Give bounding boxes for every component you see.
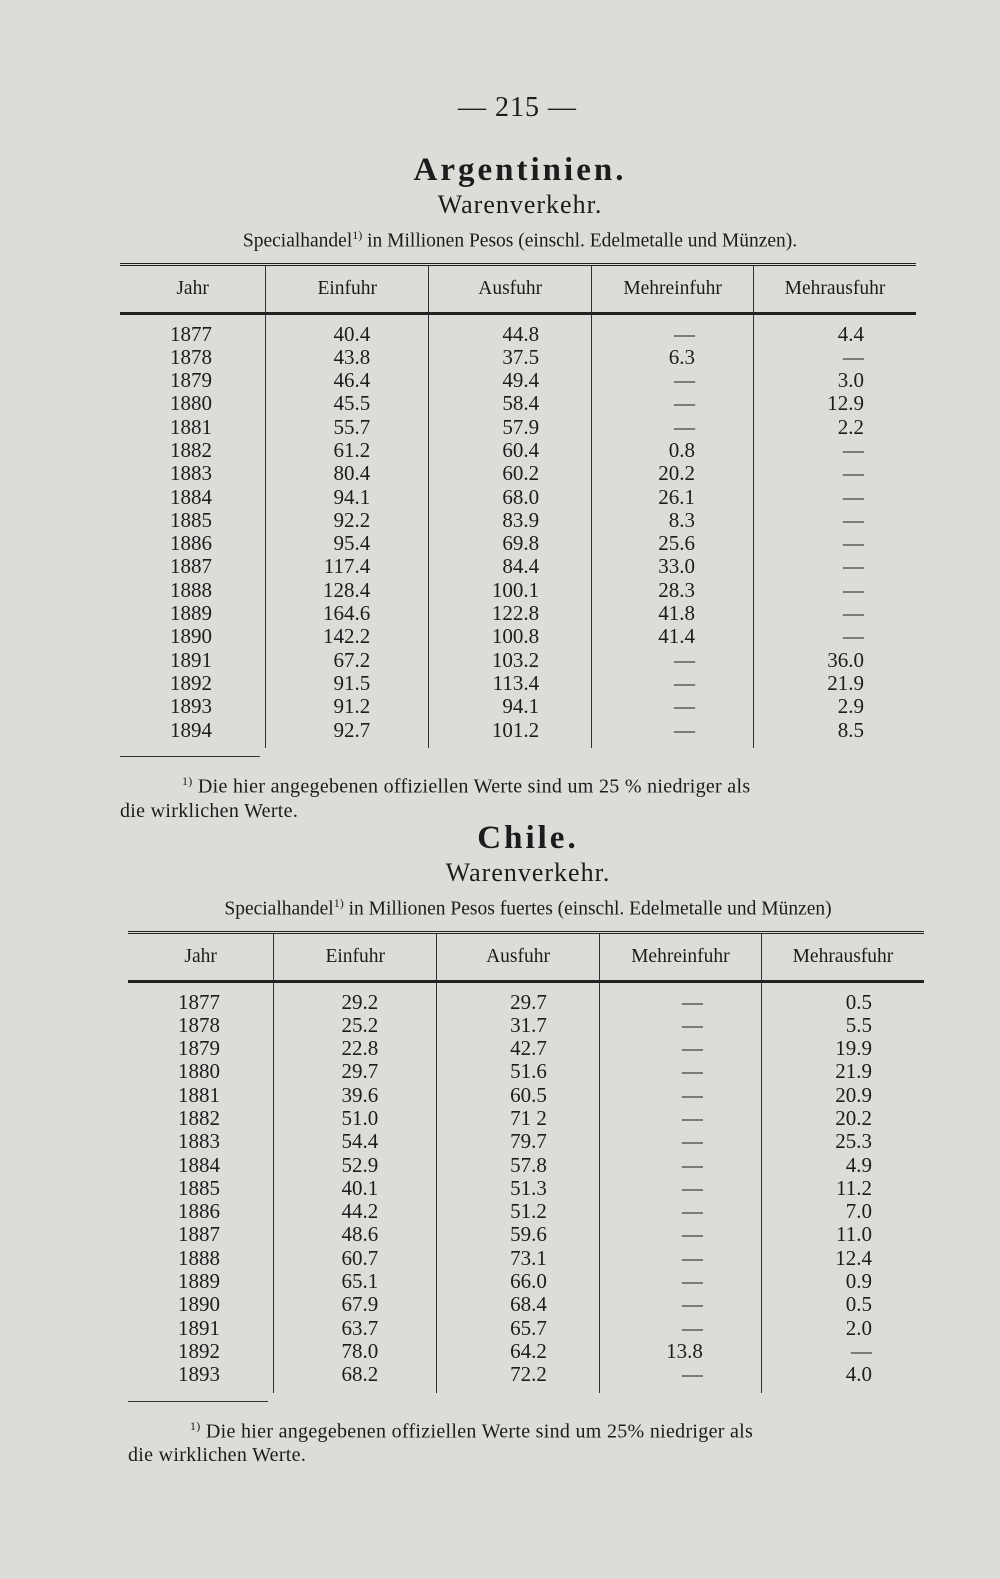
footnote: $^{1)}$ Die hier angegebenen offiziellen Werte sind um 25 % niedriger als die wirklichen Werte. [120, 773, 751, 822]
cell-mehreinfuhr: 26.1 [592, 486, 754, 509]
cell-mehrausfuhr: 36.0 [754, 649, 916, 672]
cell-mehrausfuhr: 12.9 [754, 392, 916, 415]
cell-ausfuhr: 84.4 [429, 555, 592, 578]
table-header-row [120, 264, 916, 313]
cell-mehrausfuhr: 4.0 [761, 1363, 924, 1392]
cell-mehreinfuhr: — [599, 1130, 761, 1153]
table-row [120, 346, 916, 369]
cell-mehrausfuhr: — [754, 486, 916, 509]
cell-mehreinfuhr: — [592, 719, 754, 748]
cell-mehrausfuhr: 7.0 [761, 1200, 924, 1223]
cell-jahr: 1877 [170, 321, 212, 346]
cell-mehrausfuhr: 20.2 [761, 1107, 924, 1130]
cell-einfuhr: 60.7 [274, 1247, 437, 1270]
cell-jahr: 1877 [178, 989, 220, 1014]
cell-mehrausfuhr: — [754, 462, 916, 485]
table-row [128, 1037, 924, 1060]
footnote-marker: 1) [352, 228, 363, 242]
cell-mehrausfuhr: 5.5 [761, 1014, 924, 1037]
cell-mehrausfuhr: 4.9 [761, 1154, 924, 1177]
table-row [128, 1223, 924, 1246]
cell-ausfuhr: 73.1 [437, 1247, 600, 1270]
cell-einfuhr: 142.2 [266, 625, 429, 648]
table-row [128, 1107, 924, 1130]
cell-mehreinfuhr: 28.3 [592, 579, 754, 602]
table-row [128, 1270, 924, 1293]
cell-mehrausfuhr: 20.9 [761, 1084, 924, 1107]
cell-jahr: 1894 [170, 717, 212, 742]
cell-einfuhr: 91.5 [266, 672, 429, 695]
cell-mehrausfuhr: 21.9 [754, 672, 916, 695]
cell-einfuhr: 40.4 [266, 313, 429, 346]
cell-mehreinfuhr: 6.3 [592, 346, 754, 369]
table-row [120, 555, 916, 578]
cell-mehrausfuhr: 3.0 [754, 369, 916, 392]
cell-mehreinfuhr: — [599, 1363, 761, 1392]
cell-jahr: 1879 [170, 368, 212, 393]
cell-mehreinfuhr: — [599, 1223, 761, 1246]
cell-einfuhr: 22.8 [274, 1037, 437, 1060]
cell-einfuhr: 164.6 [266, 602, 429, 625]
table-body [128, 981, 924, 1393]
table-caption: Specialhandel$^{1)}$ in Millionen Pesos fuertes (einschl. Edelmetalle und Münzen) [224, 896, 832, 920]
cell-mehreinfuhr: — [592, 369, 754, 392]
cell-jahr: 1893 [178, 1362, 220, 1387]
cell-einfuhr: 45.5 [266, 392, 429, 415]
cell-ausfuhr: 68.4 [437, 1293, 600, 1316]
cell-mehreinfuhr: — [599, 1014, 761, 1037]
cell-jahr: 1891 [178, 1315, 220, 1340]
cell-einfuhr: 25.2 [274, 1014, 437, 1037]
cell-einfuhr: 78.0 [274, 1340, 437, 1363]
cell-jahr: 1883 [170, 461, 212, 486]
cell-ausfuhr: 42.7 [437, 1037, 600, 1060]
table-header-row [128, 932, 924, 981]
col-header-jahr: Jahr [128, 932, 274, 981]
cell-einfuhr: 92.7 [266, 719, 429, 748]
cell-ausfuhr: 83.9 [429, 509, 592, 532]
cell-einfuhr: 94.1 [266, 486, 429, 509]
cell-mehreinfuhr: 33.0 [592, 555, 754, 578]
table-row [120, 719, 916, 748]
cell-ausfuhr: 68.0 [429, 486, 592, 509]
table-row [128, 1340, 924, 1363]
cell-mehrausfuhr: — [754, 625, 916, 648]
cell-mehrausfuhr: 19.9 [761, 1037, 924, 1060]
cell-ausfuhr: 79.7 [437, 1130, 600, 1153]
table-row [128, 1317, 924, 1340]
cell-einfuhr: 40.1 [274, 1177, 437, 1200]
cell-jahr: 1886 [178, 1199, 220, 1224]
cell-mehrausfuhr: — [754, 509, 916, 532]
table-row [120, 649, 916, 672]
cell-einfuhr: 52.9 [274, 1154, 437, 1177]
table-row [128, 1084, 924, 1107]
cell-mehrausfuhr: 8.5 [754, 719, 916, 748]
cell-jahr: 1893 [170, 694, 212, 719]
cell-jahr: 1878 [178, 1012, 220, 1037]
cell-ausfuhr: 71 2 [437, 1107, 600, 1130]
col-header-einfuhr: Einfuhr [274, 932, 437, 981]
cell-ausfuhr: 51.3 [437, 1177, 600, 1200]
footnote-marker: 1) [182, 773, 193, 788]
trade-table-argentinien [120, 263, 916, 748]
col-header-ausfuhr: Ausfuhr [429, 264, 592, 313]
table-row [120, 486, 916, 509]
section-subtitle: Warenverkehr. [445, 858, 611, 887]
cell-ausfuhr: 65.7 [437, 1317, 600, 1340]
cell-jahr: 1883 [178, 1129, 220, 1154]
col-header-mehrausfuhr: Mehrausfuhr [761, 932, 924, 981]
cell-ausfuhr: 100.8 [429, 625, 592, 648]
cell-mehreinfuhr: — [599, 1084, 761, 1107]
cell-mehrausfuhr: — [754, 439, 916, 462]
cell-ausfuhr: 64.2 [437, 1340, 600, 1363]
cell-einfuhr: 54.4 [274, 1130, 437, 1153]
cell-mehrausfuhr: 11.0 [761, 1223, 924, 1246]
cell-mehreinfuhr: 8.3 [592, 509, 754, 532]
cell-jahr: 1886 [170, 531, 212, 556]
cell-jahr: 1881 [178, 1082, 220, 1107]
cell-jahr: 1888 [170, 577, 212, 602]
cell-mehreinfuhr: — [599, 1293, 761, 1316]
cell-einfuhr: 55.7 [266, 416, 429, 439]
cell-mehrausfuhr: — [754, 532, 916, 555]
cell-ausfuhr: 94.1 [429, 695, 592, 718]
cell-einfuhr: 51.0 [274, 1107, 437, 1130]
cell-mehrausfuhr: — [754, 555, 916, 578]
cell-mehrausfuhr: 0.5 [761, 1293, 924, 1316]
cell-mehrausfuhr: — [754, 602, 916, 625]
cell-jahr: 1891 [170, 647, 212, 672]
cell-mehreinfuhr: — [599, 1317, 761, 1340]
cell-ausfuhr: 122.8 [429, 602, 592, 625]
section-subtitle: Warenverkehr. [437, 190, 603, 219]
cell-mehreinfuhr: — [592, 392, 754, 415]
table-row [128, 1200, 924, 1223]
table-row [128, 1130, 924, 1153]
cell-einfuhr: 29.2 [274, 981, 437, 1014]
cell-jahr: 1887 [170, 554, 212, 579]
cell-ausfuhr: 60.5 [437, 1084, 600, 1107]
cell-mehreinfuhr: — [592, 416, 754, 439]
footnote-marker: 1) [190, 1418, 201, 1433]
col-header-mehreinfuhr: Mehreinfuhr [599, 932, 761, 981]
table-row [120, 672, 916, 695]
section-chile [128, 818, 928, 1467]
cell-ausfuhr: 100.1 [429, 579, 592, 602]
table-row [120, 509, 916, 532]
cell-jahr: 1880 [178, 1059, 220, 1084]
cell-jahr: 1887 [178, 1222, 220, 1247]
cell-mehreinfuhr: — [599, 1270, 761, 1293]
cell-einfuhr: 68.2 [274, 1363, 437, 1392]
cell-ausfuhr: 51.2 [437, 1200, 600, 1223]
cell-mehreinfuhr: 13.8 [599, 1340, 761, 1363]
cell-jahr: 1882 [178, 1105, 220, 1130]
table-body [120, 313, 916, 748]
cell-jahr: 1890 [178, 1292, 220, 1317]
cell-jahr: 1881 [170, 414, 212, 439]
cell-ausfuhr: 60.4 [429, 439, 592, 462]
cell-mehreinfuhr: — [599, 1247, 761, 1270]
cell-einfuhr: 117.4 [266, 555, 429, 578]
cell-einfuhr: 67.2 [266, 649, 429, 672]
cell-einfuhr: 46.4 [266, 369, 429, 392]
cell-mehrausfuhr: 21.9 [761, 1060, 924, 1083]
cell-jahr: 1878 [170, 344, 212, 369]
cell-mehreinfuhr: — [599, 1200, 761, 1223]
cell-mehreinfuhr: — [592, 313, 754, 346]
cell-einfuhr: 67.9 [274, 1293, 437, 1316]
table-row [120, 579, 916, 602]
cell-einfuhr: 91.2 [266, 695, 429, 718]
cell-jahr: 1890 [170, 624, 212, 649]
cell-jahr: 1880 [170, 391, 212, 416]
cell-mehrausfuhr: 0.9 [761, 1270, 924, 1293]
cell-einfuhr: 29.7 [274, 1060, 437, 1083]
cell-mehreinfuhr: — [599, 1107, 761, 1130]
cell-mehreinfuhr: 20.2 [592, 462, 754, 485]
footnote: $^{1)}$ Die hier angegebenen offiziellen Werte sind um 25% niedriger als die wirklichen Werte. [128, 1418, 754, 1467]
cell-mehreinfuhr: 25.6 [592, 532, 754, 555]
table-row [120, 369, 916, 392]
cell-einfuhr: 48.6 [274, 1223, 437, 1246]
cell-mehrausfuhr: 11.2 [761, 1177, 924, 1200]
table-row [120, 439, 916, 462]
cell-einfuhr: 95.4 [266, 532, 429, 555]
cell-mehreinfuhr: — [599, 981, 761, 1014]
cell-ausfuhr: 37.5 [429, 346, 592, 369]
cell-einfuhr: 80.4 [266, 462, 429, 485]
cell-mehrausfuhr: — [761, 1340, 924, 1363]
col-header-mehrausfuhr: Mehrausfuhr [754, 264, 916, 313]
table-row [120, 602, 916, 625]
cell-ausfuhr: 69.8 [429, 532, 592, 555]
table-row [128, 1293, 924, 1316]
cell-mehrausfuhr: — [754, 579, 916, 602]
cell-jahr: 1885 [170, 507, 212, 532]
cell-mehreinfuhr: — [592, 672, 754, 695]
cell-ausfuhr: 57.9 [429, 416, 592, 439]
table-caption: Specialhandel$^{1)}$ in Millionen Pesos (einschl. Edelmetalle und Münzen). [242, 228, 798, 252]
table-row [128, 1014, 924, 1037]
table-row [128, 981, 924, 1014]
cell-ausfuhr: 29.7 [437, 981, 600, 1014]
cell-mehrausfuhr: 2.9 [754, 695, 916, 718]
cell-mehreinfuhr: 0.8 [592, 439, 754, 462]
cell-jahr: 1879 [178, 1036, 220, 1061]
cell-einfuhr: 128.4 [266, 579, 429, 602]
cell-ausfuhr: 113.4 [429, 672, 592, 695]
cell-einfuhr: 61.2 [266, 439, 429, 462]
footnote-rule [120, 756, 260, 757]
footnote-rule [128, 1401, 268, 1402]
cell-ausfuhr: 51.6 [437, 1060, 600, 1083]
table-row [128, 1060, 924, 1083]
cell-ausfuhr: 49.4 [429, 369, 592, 392]
cell-ausfuhr: 57.8 [437, 1154, 600, 1177]
cell-mehreinfuhr: — [599, 1037, 761, 1060]
cell-einfuhr: 92.2 [266, 509, 429, 532]
footnote-marker: 1) [333, 896, 344, 910]
cell-mehrausfuhr: 2.0 [761, 1317, 924, 1340]
cell-ausfuhr: 72.2 [437, 1363, 600, 1392]
table-row [120, 695, 916, 718]
cell-mehreinfuhr: — [599, 1177, 761, 1200]
cell-einfuhr: 44.2 [274, 1200, 437, 1223]
table-row [128, 1363, 924, 1392]
cell-mehrausfuhr: 0.5 [761, 981, 924, 1014]
cell-ausfuhr: 31.7 [437, 1014, 600, 1037]
cell-mehrausfuhr: — [754, 346, 916, 369]
col-header-ausfuhr: Ausfuhr [437, 932, 600, 981]
table-row [120, 313, 916, 346]
table-row [128, 1247, 924, 1270]
table-row [120, 392, 916, 415]
cell-einfuhr: 43.8 [266, 346, 429, 369]
cell-mehrausfuhr: 4.4 [754, 313, 916, 346]
page-number: — 215 — [458, 92, 577, 123]
cell-ausfuhr: 60.2 [429, 462, 592, 485]
cell-ausfuhr: 58.4 [429, 392, 592, 415]
cell-einfuhr: 65.1 [274, 1270, 437, 1293]
col-header-mehreinfuhr: Mehreinfuhr [592, 264, 754, 313]
cell-mehreinfuhr: — [599, 1154, 761, 1177]
cell-ausfuhr: 101.2 [429, 719, 592, 748]
section-title: Argentinien. [413, 152, 627, 188]
cell-jahr: 1889 [178, 1269, 220, 1294]
cell-mehreinfuhr: 41.8 [592, 602, 754, 625]
cell-ausfuhr: 103.2 [429, 649, 592, 672]
cell-mehreinfuhr: 41.4 [592, 625, 754, 648]
cell-einfuhr: 63.7 [274, 1317, 437, 1340]
section-title: Chile. [477, 820, 579, 856]
cell-jahr: 1884 [170, 484, 212, 509]
cell-ausfuhr: 59.6 [437, 1223, 600, 1246]
col-header-jahr: Jahr [120, 264, 266, 313]
cell-jahr: 1892 [170, 670, 212, 695]
cell-mehrausfuhr: 2.2 [754, 416, 916, 439]
cell-mehrausfuhr: 12.4 [761, 1247, 924, 1270]
table-row [128, 1154, 924, 1177]
cell-jahr: 1888 [178, 1245, 220, 1270]
table-row [120, 532, 916, 555]
cell-jahr: 1889 [170, 601, 212, 626]
cell-mehrausfuhr: 25.3 [761, 1130, 924, 1153]
table-row [128, 1177, 924, 1200]
section-argentinien [120, 150, 920, 823]
cell-mehreinfuhr: — [599, 1060, 761, 1083]
cell-mehreinfuhr: — [592, 649, 754, 672]
cell-jahr: 1882 [170, 437, 212, 462]
cell-ausfuhr: 66.0 [437, 1270, 600, 1293]
cell-mehreinfuhr: — [592, 695, 754, 718]
table-row [120, 625, 916, 648]
cell-jahr: 1885 [178, 1175, 220, 1200]
col-header-einfuhr: Einfuhr [266, 264, 429, 313]
cell-einfuhr: 39.6 [274, 1084, 437, 1107]
cell-jahr: 1892 [178, 1338, 220, 1363]
cell-jahr: 1884 [178, 1152, 220, 1177]
table-row [120, 462, 916, 485]
table-row [120, 416, 916, 439]
cell-ausfuhr: 44.8 [429, 313, 592, 346]
trade-table-chile [128, 931, 924, 1393]
